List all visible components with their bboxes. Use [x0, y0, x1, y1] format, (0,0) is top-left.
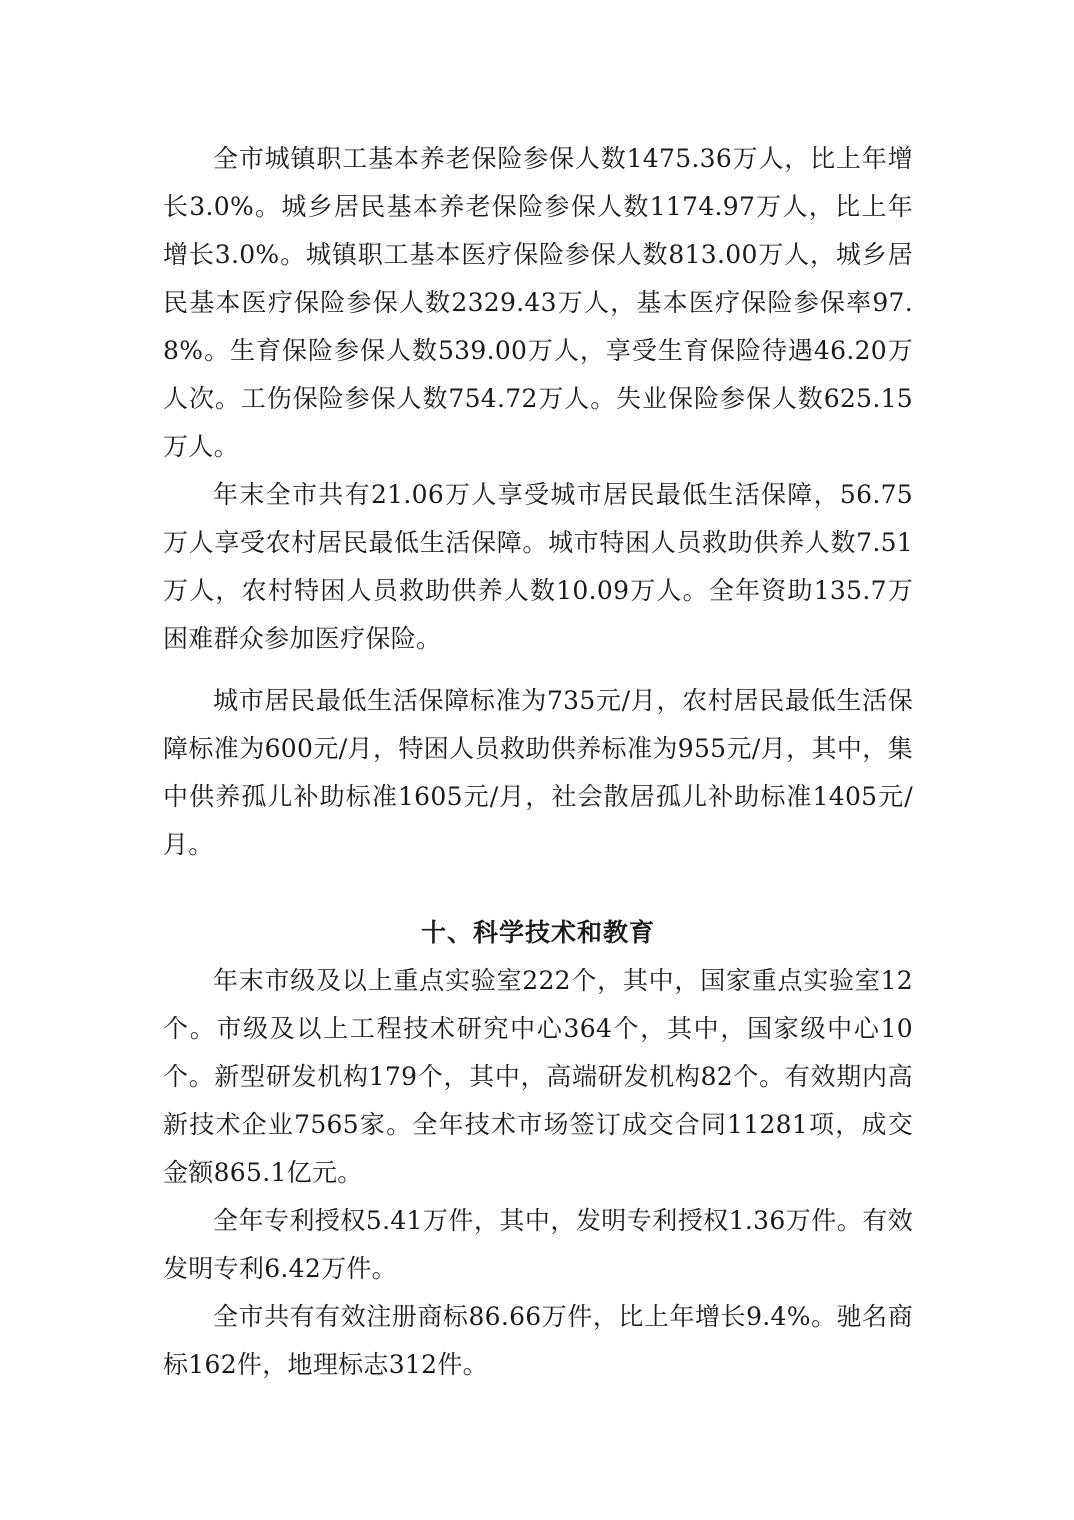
paragraph-security-standards: 城市居民最低生活保障标准为735元/月，农村居民最低生活保障标准为600元/月，特困人员救助供养标准为955元/月，其中，集中供养孤儿补助标准1605元/月，社会散居孤儿补助标准1405元/月。	[163, 686, 913, 859]
paragraph-pension-insurance: 全市城镇职工基本养老保险参保人数1475.36万人，比上年增长3.0%。城乡居民基本养老保险参保人数1174.97万人，比上年增长3.0%。城镇职工基本医疗保险参保人数813.00万人，城乡居民基本医疗保险参保人数2329.43万人，基本医疗保险参保率97.8%。生育保险参保人数539.00万人，享受生育保险待遇46.20万人次。工伤保险参保人数754.72万人。失业保险参保人数625.15万人。	[163, 144, 913, 461]
paragraph-trademarks: 全市共有有效注册商标86.66万件，比上年增长9.4%。驰名商标162件，地理标志312件。	[163, 1302, 913, 1379]
paragraph-patents: 全年专利授权5.41万件，其中，发明专利授权1.36万件。有效发明专利6.42万件。	[163, 1206, 913, 1283]
paragraph-key-laboratories: 年末市级及以上重点实验室222个，其中，国家重点实验室12个。市级及以上工程技术研究中心364个，其中，国家级中心10个。新型研发机构179个，其中，高端研发机构82个。有效期内高新技术企业7565家。全年技术市场签订成交合同11281项，成交金额865.1亿元。	[163, 966, 913, 1187]
paragraph-spacer	[163, 663, 913, 677]
section-spacer	[163, 869, 913, 909]
document-page	[163, 135, 913, 1389]
section-heading-science-education: 十、科学技术和教育	[420, 918, 655, 947]
paragraph-minimum-living-security: 年末全市共有21.06万人享受城市居民最低生活保障，56.75万人享受农村居民最低生活保障。城市特困人员救助供养人数7.51万人，农村特困人员救助供养人数10.09万人。全年资助135.7万困难群众参加医疗保险。	[163, 480, 913, 653]
